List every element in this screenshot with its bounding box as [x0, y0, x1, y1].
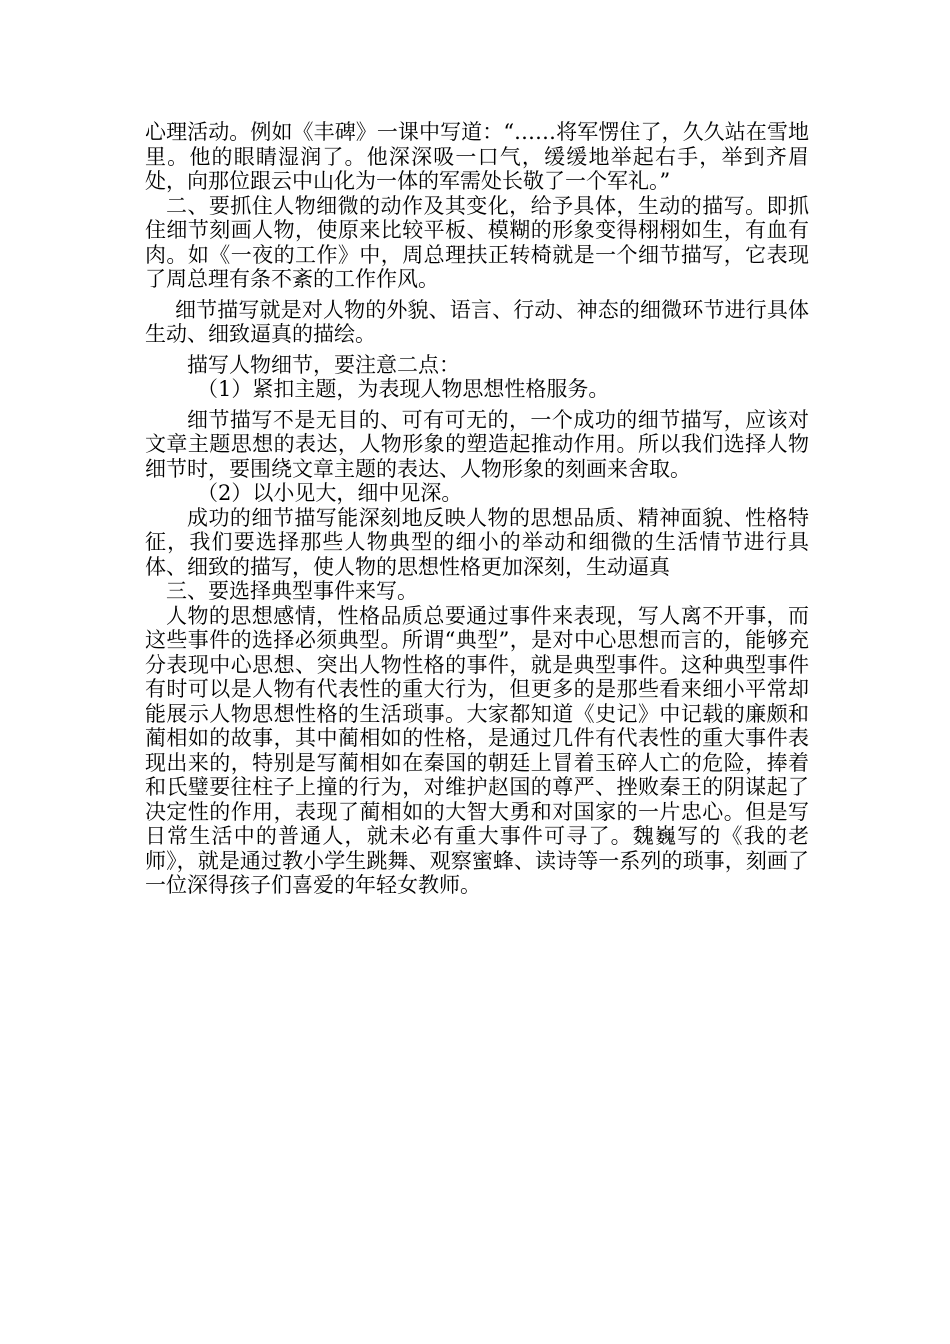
paragraph-detail-definition: 细节描写就是对人物的外貌、语言、行动、神态的细微环节进行具体生动、细致逼真的描绘。 — [145, 297, 809, 346]
paragraph-point-two-body: 成功的细节描写能深刻地反映人物的思想品质、精神面貌、性格特征，我们要选择那些人物典型的细小的举动和细微的生活情节进行具体、细致的描写，使人物的思想性格更加深刻，生动逼真 — [145, 505, 809, 579]
paragraph-section-two: 二、要抓住人物细微的动作及其变化，给予具体，生动的描写。即抓住细节刻画人物，使原来比较平板、模糊的形象变得栩栩如生，有血有肉。如《一夜的工作》中，周总理扶正转椅就是一个细节描写，它表现了周总理有条不紊的工作作风。 — [145, 193, 809, 291]
paragraph-point-one-heading: （1）紧扣主题，为表现人物思想性格服务。 — [197, 377, 610, 401]
paragraph-section-three: 三、要选择典型事件来写。 — [166, 579, 418, 603]
paragraph-point-one-body: 细节描写不是无目的、可有可无的，一个成功的细节描写，应该对文章主题思想的表达，人物形象的塑造起推动作用。所以我们选择人物细节时，要围绕文章主题的表达、人物形象的刻画来舍取。 — [145, 407, 809, 481]
document-body — [145, 120, 809, 898]
paragraph-typical-events: 人物的思想感情，性格品质总要通过事件来表现，写人离不开事，而这些事件的选择必须典型。所谓“典型”，是对中心思想而言的，能够充分表现中心思想、突出人物性格的事件，就是典型事件。这种典型事件有时可以是人物有代表性的重大行为，但更多的是那些看来细小平常却能展示人物思想性格的生活琐事。大家都知道《史记》中记载的廉颇和蔺相如的故事，其中蔺相如的性格，是通过几件有代表性的重大事件表现出来的，特别是写蔺相如在秦国的朝廷上冒着玉碎人亡的危险，捧着和氏璧要往柱子上撞的行为，对维护赵国的尊严、挫败秦王的阴谋起了决定性的作用，表现了蔺相如的大智大勇和对国家的一片忠心。但是写日常生活中的普通人，就未必有重大事件可寻了。魏巍写的《我的老师》，就是通过教小学生跳舞、观察蜜蜂、读诗等一系列的琐事，刻画了一位深得孩子们喜爱的年轻女教师。 — [145, 603, 809, 897]
paragraph-point-two-heading: （2）以小见大，细中见深。 — [197, 481, 463, 505]
paragraph-two-points: 描写人物细节，要注意二点： — [187, 352, 460, 377]
paragraph-psychology-example: 心理活动。例如《丰碑》一课中写道：“……将军愣住了，久久站在雪地里。他的眼睛湿润了。他深深吸一口气，缓缓地举起右手，举到齐眉处，向那位跟云中山化为一体的军需处长敬了一个军礼。” — [145, 120, 809, 193]
